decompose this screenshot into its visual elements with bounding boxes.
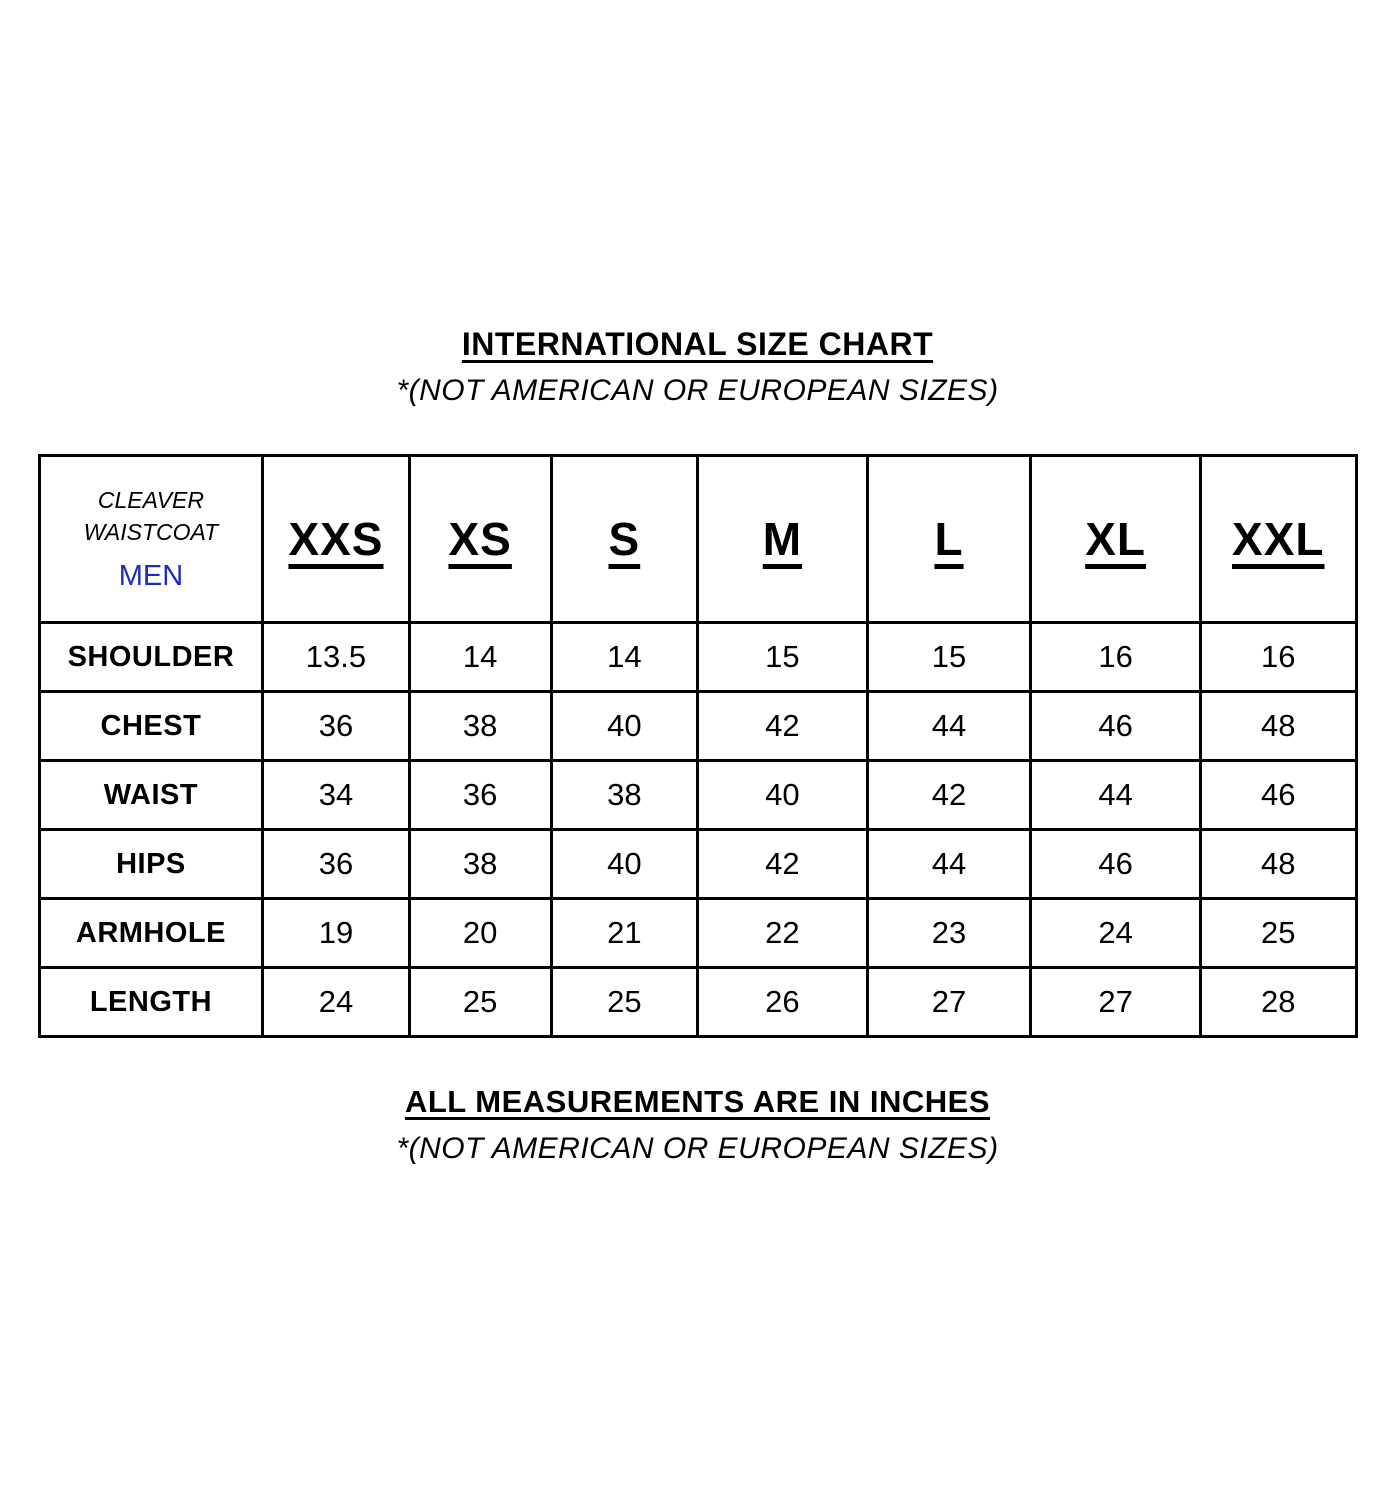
footer-title bbox=[0, 1084, 1395, 1120]
product-cell bbox=[39, 456, 263, 623]
size-header-xs: XS bbox=[409, 456, 551, 623]
value-cell: 44 bbox=[867, 692, 1030, 761]
value-cell: 13.5 bbox=[263, 623, 409, 692]
value-cell: 40 bbox=[551, 830, 697, 899]
value-cell: 27 bbox=[867, 968, 1030, 1037]
size-header-m: M bbox=[697, 456, 867, 623]
value-cell: 46 bbox=[1031, 692, 1201, 761]
table-row-length bbox=[39, 968, 1356, 1037]
value-cell: 42 bbox=[697, 830, 867, 899]
value-cell: 15 bbox=[697, 623, 867, 692]
size-header-row bbox=[39, 456, 1356, 623]
size-header-l: L bbox=[867, 456, 1030, 623]
value-cell: 14 bbox=[551, 623, 697, 692]
product-name bbox=[41, 485, 262, 547]
value-cell: 40 bbox=[551, 692, 697, 761]
value-cell: 25 bbox=[551, 968, 697, 1037]
size-header-xl: XL bbox=[1031, 456, 1201, 623]
page-title-note: *(NOT AMERICAN OR EUROPEAN SIZES) bbox=[396, 374, 999, 407]
value-cell: 21 bbox=[551, 899, 697, 968]
gender-label: MEN bbox=[118, 559, 184, 592]
value-cell: 26 bbox=[697, 968, 867, 1037]
value-cell: 44 bbox=[1031, 761, 1201, 830]
footer bbox=[0, 1084, 1395, 1166]
row-label: HIPS bbox=[39, 830, 263, 899]
table-row-armhole bbox=[39, 899, 1356, 968]
value-cell: 48 bbox=[1201, 830, 1356, 899]
size-header-xxs: XXS bbox=[263, 456, 409, 623]
footer-title-text: ALL MEASUREMENTS ARE IN INCHES bbox=[404, 1084, 991, 1119]
footer-note: *(NOT AMERICAN OR EUROPEAN SIZES) bbox=[396, 1132, 999, 1165]
value-cell: 44 bbox=[867, 830, 1030, 899]
row-label: WAIST bbox=[39, 761, 263, 830]
value-cell: 38 bbox=[409, 692, 551, 761]
value-cell: 16 bbox=[1201, 623, 1356, 692]
value-cell: 22 bbox=[697, 899, 867, 968]
value-cell: 46 bbox=[1201, 761, 1356, 830]
value-cell: 42 bbox=[697, 692, 867, 761]
table-row-hips bbox=[39, 830, 1356, 899]
value-cell: 40 bbox=[697, 761, 867, 830]
value-cell: 42 bbox=[867, 761, 1030, 830]
page-title bbox=[0, 326, 1395, 363]
value-cell: 36 bbox=[263, 830, 409, 899]
value-cell: 24 bbox=[263, 968, 409, 1037]
row-label: SHOULDER bbox=[39, 623, 263, 692]
size-chart-table bbox=[38, 454, 1358, 1038]
value-cell: 23 bbox=[867, 899, 1030, 968]
product-name-line1: CLEAVER bbox=[97, 487, 204, 514]
value-cell: 15 bbox=[867, 623, 1030, 692]
value-cell: 36 bbox=[263, 692, 409, 761]
table-row-shoulder bbox=[39, 623, 1356, 692]
product-name-line2: WAISTCOAT bbox=[83, 518, 219, 545]
page-title-text: INTERNATIONAL SIZE CHART bbox=[461, 326, 934, 362]
value-cell: 34 bbox=[263, 761, 409, 830]
row-label: CHEST bbox=[39, 692, 263, 761]
value-cell: 24 bbox=[1031, 899, 1201, 968]
value-cell: 28 bbox=[1201, 968, 1356, 1037]
value-cell: 25 bbox=[409, 968, 551, 1037]
value-cell: 36 bbox=[409, 761, 551, 830]
value-cell: 27 bbox=[1031, 968, 1201, 1037]
value-cell: 20 bbox=[409, 899, 551, 968]
table-row-waist bbox=[39, 761, 1356, 830]
value-cell: 16 bbox=[1031, 623, 1201, 692]
value-cell: 19 bbox=[263, 899, 409, 968]
size-header-xxl: XXL bbox=[1201, 456, 1356, 623]
row-label: ARMHOLE bbox=[39, 899, 263, 968]
value-cell: 48 bbox=[1201, 692, 1356, 761]
value-cell: 38 bbox=[551, 761, 697, 830]
size-header-s: S bbox=[551, 456, 697, 623]
value-cell: 46 bbox=[1031, 830, 1201, 899]
value-cell: 25 bbox=[1201, 899, 1356, 968]
table-row-chest bbox=[39, 692, 1356, 761]
row-label: LENGTH bbox=[39, 968, 263, 1037]
value-cell: 14 bbox=[409, 623, 551, 692]
value-cell: 38 bbox=[409, 830, 551, 899]
